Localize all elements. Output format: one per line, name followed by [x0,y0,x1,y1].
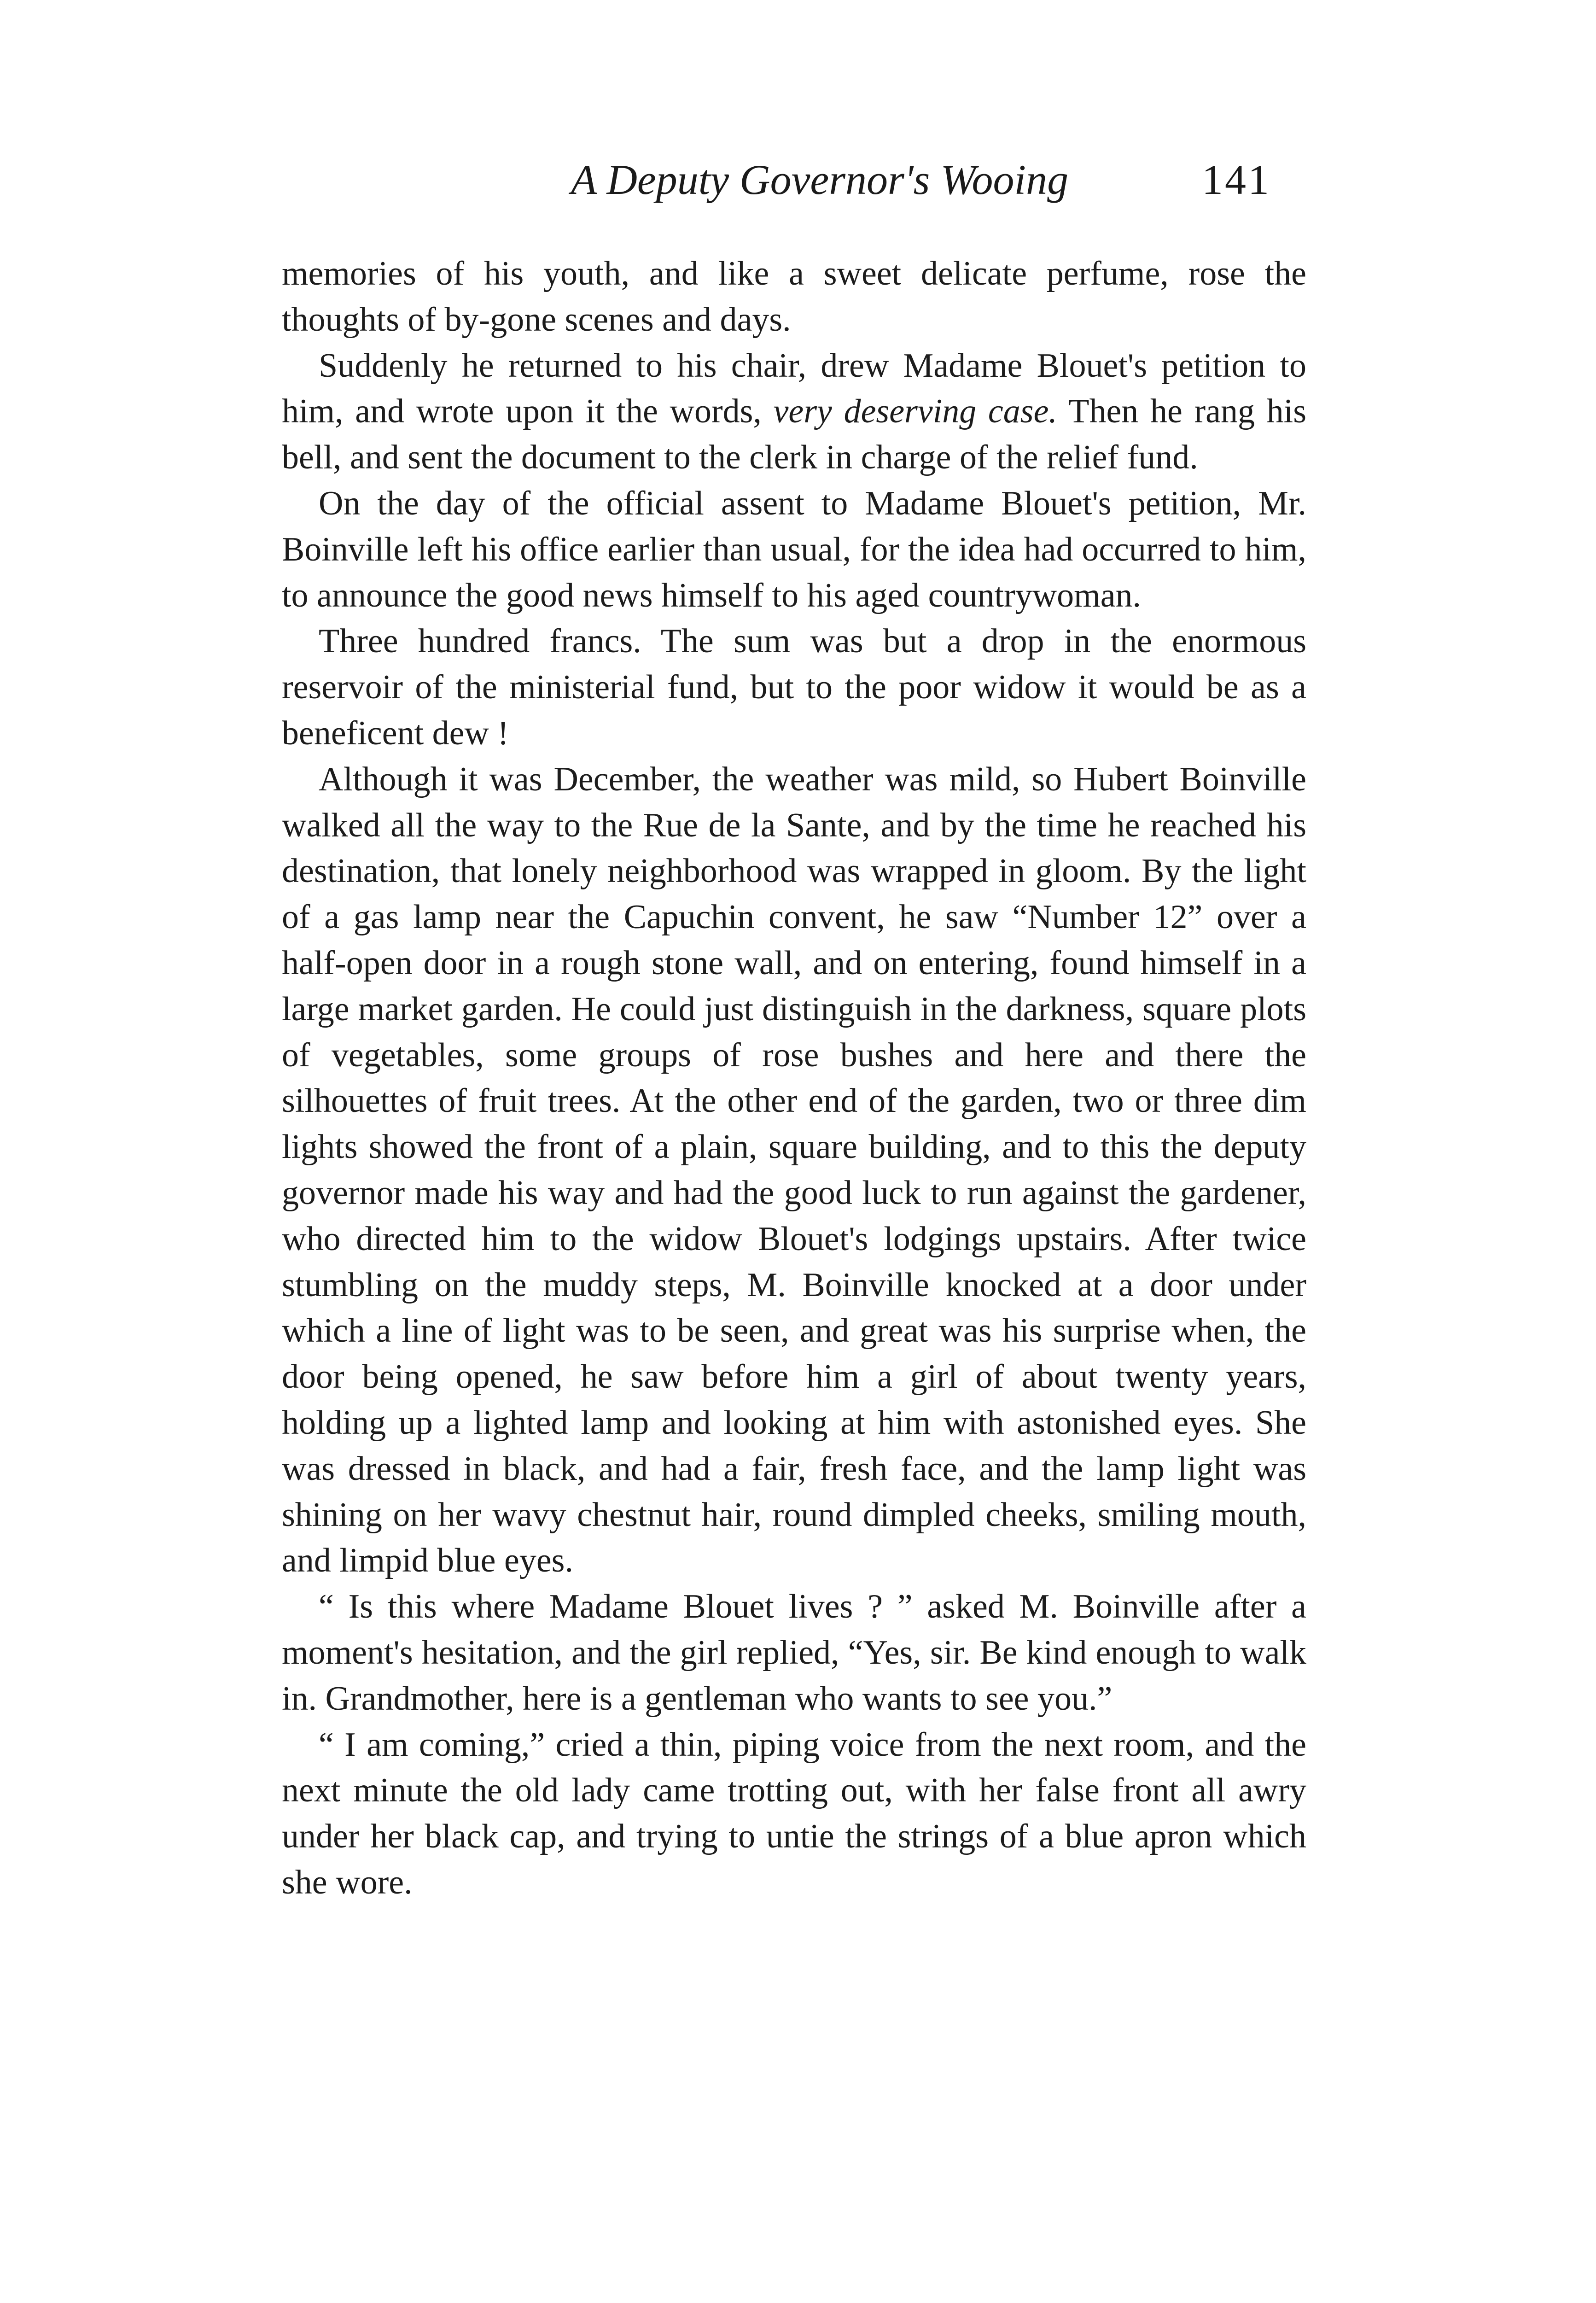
paragraph-7: “ I am coming,” cried a thin, piping voice from the next room, and the next minute the old lady came trotting out, with her false front all awry under her black cap, and trying to untie the strings of a blue apron which she wore. [282,1725,1306,1901]
running-title: A Deputy Governor's Wooing [571,156,1069,203]
paragraph-2-text-before: Suddenly he returned to his chair, drew Madame Blouet's petition to him, and wrote upon it the words, [282,346,1306,431]
paragraph-5: Although it was December, the weather was mild, so Hubert Boinville walked all the way to the Rue de la Sante, and by the time he reached his destination, that lonely neighborhood was wrapped in gloom. By the light of a gas lamp near the Capuchin convent, he saw “Number 12” over a half-open door in a rough stone wall, and on entering, found himself in a large market garden. He could just distinguish in the darkness, square plots of vegetables, some groups of rose bushes and here and there the silhouettes of fruit trees. At the other end of the garden, two or three dim lights showed the front of a plain, square building, and to this the deputy governor made his way and had the good luck to run against the gardener, who directed him to the widow Blouet's lodgings upstairs. After twice stumbling on the muddy steps, M. Boinville knocked at a door under which a line of light was to be seen, and great was his surprise when, the door being opened, he saw before him a girl of about twenty years, holding up a lighted lamp and looking at him with astonished eyes. She was dressed in black, and had a fair, fresh face, and the lamp light was shining on her wavy chestnut hair, round dimpled cheeks, smiling mouth, and limpid blue eyes. [282,760,1306,1580]
paragraph-3: On the day of the official assent to Madame Blouet's petition, Mr. Boinville left his office earlier than usual, for the idea had occurred to him, to announce the good news himself to his aged countrywoman. [282,484,1306,614]
body-text [282,251,1306,1906]
paragraph-2 [282,343,1306,481]
page-number: 141 [1202,156,1271,203]
paragraph-6: “ Is this where Madame Blouet lives ? ” asked M. Boinville after a moment's hesitation, and the girl replied, “Yes, sir. Be kind enough to walk in. Grandmother, here is a gentleman who wants to see you.” [282,1588,1306,1718]
paragraph-2-text-after: Then he rang his bell, and sent the document to the clerk in charge of the relief fund. [282,392,1307,477]
paragraph-4: Three hundred francs. The sum was but a drop in the enormous reservoir of the ministerial fund, but to the poor widow it would be as a beneficent dew ! [282,622,1306,752]
paragraph-2-emphasis: very deserving case. [773,392,1057,431]
paragraph-1: memories of his youth, and like a sweet delicate perfume, rose the thoughts of by-gone scenes and days. [282,255,1306,339]
